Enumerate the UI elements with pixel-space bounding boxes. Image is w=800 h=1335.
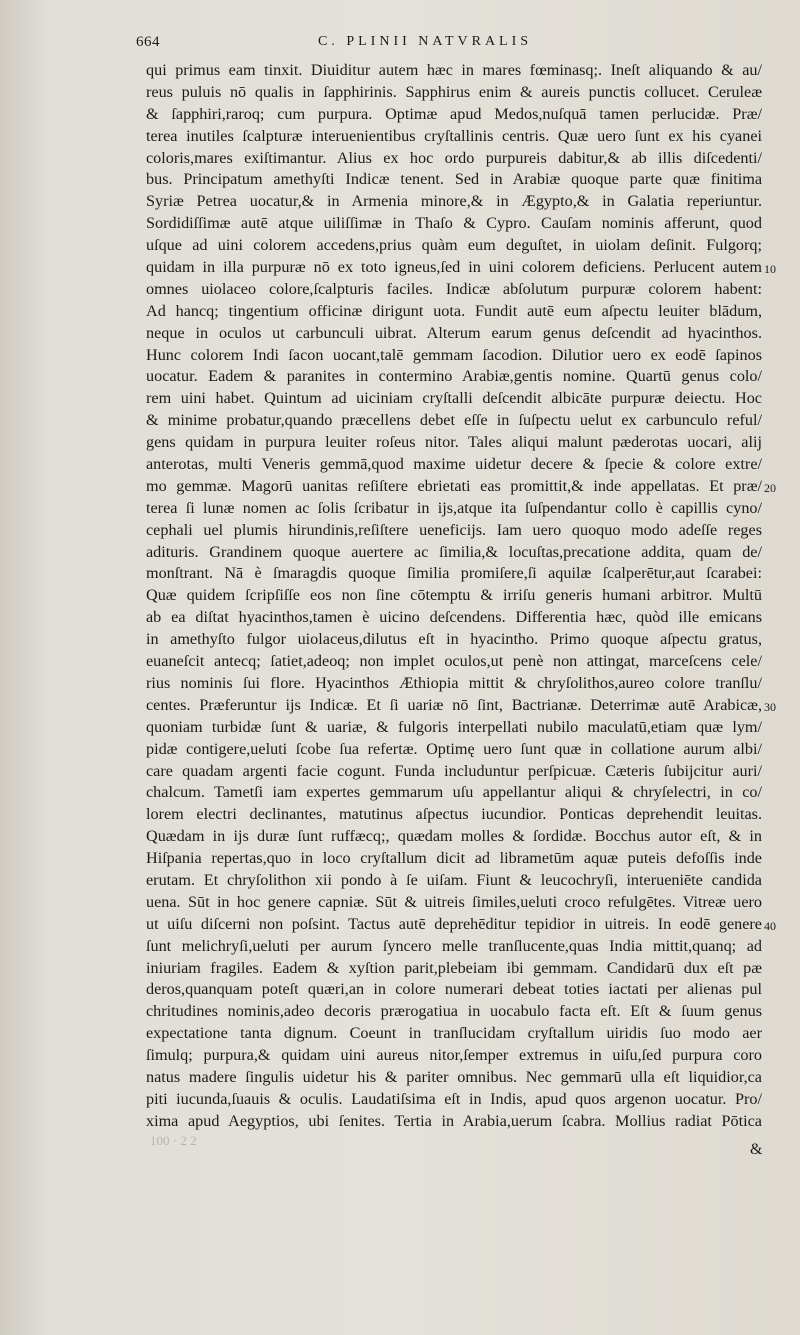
text-line: cephali uel plumis hirundinis,reſiſtere ueneficijs. Iam uero quoquo modo adeſſe reges bbox=[146, 520, 762, 539]
text-line: gens quidam in purpura leuiter roſeus nitor. Tales aliqui malunt pæderotas uocari, alij bbox=[146, 433, 762, 452]
text-line: chritudines nominis,adeo decoris prærogatiua in uocabulo facta eſt. Eſt & ſuum genus bbox=[146, 1002, 762, 1021]
text-line: mo gemmæ. Magorū uanitas reſiſtere ebrietati eas promittit,& inde appellatas. Et præ/ bbox=[146, 476, 762, 495]
text-line: care quadam argenti facie cogunt. Funda includuntur perſpicuæ. Cæteris ſubijcitur auri/ bbox=[146, 761, 762, 780]
text-line: Hunc colorem Indi ſacon uocant,talē gemmam ſacodion. Dilutior uero ex eodē ſapinos bbox=[146, 345, 762, 364]
text-line: natus madere ſingulis uidetur his & pariter omnibus. Nec gemmarū ulla eſt liquidior,ca bbox=[146, 1067, 762, 1086]
main-text-block bbox=[146, 60, 762, 1133]
text-line: qui primus eam tinxit. Diuiditur autem hæc in mares fœminasq;. Ineſt aliquando & au/ bbox=[146, 61, 762, 79]
text-line: Quæ quidem ſcripſiſſe eos non ſine cōtemptu & irriſu generis humani arbitror. Multū bbox=[146, 586, 762, 605]
text-line: terea ſi lunæ nomen ac ſolis ſcribatur in ijs,atque ita ſuſpendantur collo è capillis cyno/ bbox=[146, 498, 762, 517]
text-line: terea inutiles ſcalpturæ interuenientibus cryſtallinis centris. Quæ uero ſunt ex his cyanei bbox=[146, 126, 762, 145]
marginal-line-number: 10 bbox=[764, 262, 776, 276]
text-line: anterotas, multi Veneris gemmā,quod maxime uidetur decere & ſpecie & colore extre/ bbox=[146, 455, 762, 474]
text-line: adituris. Grandinem quoque auertere ac ſimilia,& locuſtas,precatione addita, quam de/ bbox=[146, 542, 762, 561]
text-line: uena. Sūt in hoc genere capniæ. Sūt & uitreis ſimiles,ueluti croco refulgētes. Vitreæ uero bbox=[146, 892, 762, 911]
text-line: chalcum. Tametſi iam expertes gemmarum uſu appellantur aliqui & chryſelectri, in co/ bbox=[146, 783, 762, 802]
text-line: pidæ contigere,ueluti ſcobe ſua refertæ. Optimę uero ſunt quæ in collatione aurum albi/ bbox=[146, 739, 762, 758]
text-line: neque in oculos ut carbunculi uibrat. Alterum earum genus deſcendit ad hyacinthos. bbox=[146, 323, 762, 342]
text-line: Sordidiſſimæ autē atque uiliſſimæ in Thaſo & Cypro. Cauſam nominis afferunt, quod bbox=[146, 214, 762, 233]
text-line: reus puluis nō qualis in ſapphirinis. Sapphirus enim & aureis punctis collucet. Ceruleæ bbox=[146, 82, 762, 101]
text-line: expectatione tanta dignum. Coeunt in tranſlucidam cryſtallum uiridis ſuo modo aer bbox=[146, 1024, 762, 1043]
text-line: ut uiſu diſcerni non poſsint. Tactus autē deprehēditur tepidior in uitreis. In eodē genere bbox=[146, 914, 762, 933]
text-line: coloris,mares exiſtimantur. Alius ex hoc ordo purpureis dabitur,& ab illis diſcedenti/ bbox=[146, 148, 762, 167]
catchword: & bbox=[750, 1141, 763, 1158]
text-line: ſunt melichryſi,ueluti per aurum ſyncero melle tranſlucente,quas India mittit,quanq; ad bbox=[146, 936, 762, 955]
bleed-through-smudge: 100 · 2 2 bbox=[150, 1133, 197, 1148]
text-line: rem uini habet. Quintum ad uiciniam cryſtalli deſcendit albicāte purpuræ deiectu. Hoc bbox=[146, 389, 762, 408]
text-line: centes. Præferuntur ijs Indicæ. Et ſi uariæ nō ſint, Bactrianæ. Deterrimæ autē Arabicæ, bbox=[146, 695, 762, 714]
text-line: monſtrant. Nā è ſmaragdis quoque ſimilia promiſere,ſi aquilæ ſcalperētur,aut ſcarabei: bbox=[146, 564, 762, 583]
text-line: quidam in illa purpuræ nō ex toto igneus,ſed in uini colorem deficiens. Perlucent autem bbox=[146, 258, 762, 277]
folio-number: 664 bbox=[136, 34, 160, 50]
text-line: Hiſpania repertas,quo in loco cryſtallum dicit ad librametūm aquæ puteis defoſſis inde bbox=[146, 849, 762, 868]
text-line: euaneſcit antecq; ſatiet,adeoq; non implet oculos,ut penè non attingat, marceſcens cele/ bbox=[146, 652, 762, 671]
marginal-line-number: 40 bbox=[764, 919, 776, 933]
page-header bbox=[0, 34, 800, 56]
marginal-line-number: 20 bbox=[764, 481, 776, 495]
text-line: xima apud Aegyptios, ubi ſenites. Tertia in Arabia,uerum ſcabra. Mollius radiat Pōtica bbox=[146, 1111, 762, 1130]
text-line: rius nominis ſui flore. Hyacinthos Æthiopia mittit & chryſolithos,aureo colore tranſlu/ bbox=[146, 673, 762, 692]
text-line: uſque ad uini colorem accedens,prius quàm eum deguſtet, in uiolam deſinit. Fulgorq; bbox=[146, 236, 762, 255]
text-line: & minime probatur,quando præcellens debet eſſe in ſuſpectu uelut ex carbunculo reful/ bbox=[146, 411, 762, 430]
text-line: piti iucunda,ſuauis & oculis. Laudatiſsima eſt in Indis, apud quos argenon uocatur. Pro/ bbox=[146, 1089, 762, 1108]
marginal-line-number: 30 bbox=[764, 700, 776, 714]
text-line: Ad hancq; tingentium officinæ dirigunt uota. Fundit autē eum aſpectu leuiter blādum, bbox=[146, 301, 762, 320]
text-line: erutam. Et chryſolithon xii pondo à ſe uiſam. Fiunt & leucochryſi, interueniēte candida bbox=[146, 870, 762, 889]
text-line: in amethyſto fulgor uiolaceus,dilutus eſt in hyacintho. Primo quoque aſpectu gratus, bbox=[146, 630, 762, 649]
text-line: iniuriam fragiles. Eadem & xyſtion parit,plebeiam ibi gemmam. Candidarū dux eſt pæ bbox=[146, 958, 762, 977]
text-line: ſimulq; purpura,& quidam uini aureus nitor,ſemper extremus in uiſu,ſed purpura coro bbox=[146, 1046, 762, 1065]
text-line: uocatur. Eadem & paranites in contermino Arabiæ,gentis nomine. Quartū genus colo/ bbox=[146, 367, 762, 386]
text-line: omnes uiolaceo colore,ſcalpturis faciles. Indicæ abſolutum purpuræ colorem habent: bbox=[146, 279, 762, 298]
text-line: Syriæ Petrea uocatur,& in Armenia minore,& in Ægypto,& in Galatia reperiuntur. bbox=[146, 192, 762, 211]
text-line: deros,quanquam poteſt quæri,an in colore numerari debeat toties iactati per alienas pul bbox=[146, 980, 762, 999]
text-line: ab ea diſtat hyacinthos,tamen è uicino deſcendens. Differentia hæc, quòd ille emicans bbox=[146, 608, 762, 627]
text-line: & ſapphiri,raroq; cum purpura. Optimæ apud Medos,nuſquā tamen perlucidæ. Præ/ bbox=[146, 104, 762, 123]
text-line: Quædam in ijs duræ ſunt ruffæcq;, quædam molles & ſordidæ. Bocchus autor eſt, & in bbox=[146, 827, 762, 846]
text-line: lorem electri declinantes, matutinus aſpectus iucundior. Ponticas deprehendit leuitas. bbox=[146, 805, 762, 824]
text-line: quoniam turbidæ ſunt & uariæ, & fulgoris interpellati nubilo maculatū,etiam quæ lym/ bbox=[146, 717, 762, 736]
text-line: bus. Principatum amethyſti Indicæ tenent. Sed in Arabiæ quoque parte quæ finitima bbox=[146, 170, 762, 189]
running-title: C. PLINII NATVRALIS bbox=[318, 34, 533, 49]
